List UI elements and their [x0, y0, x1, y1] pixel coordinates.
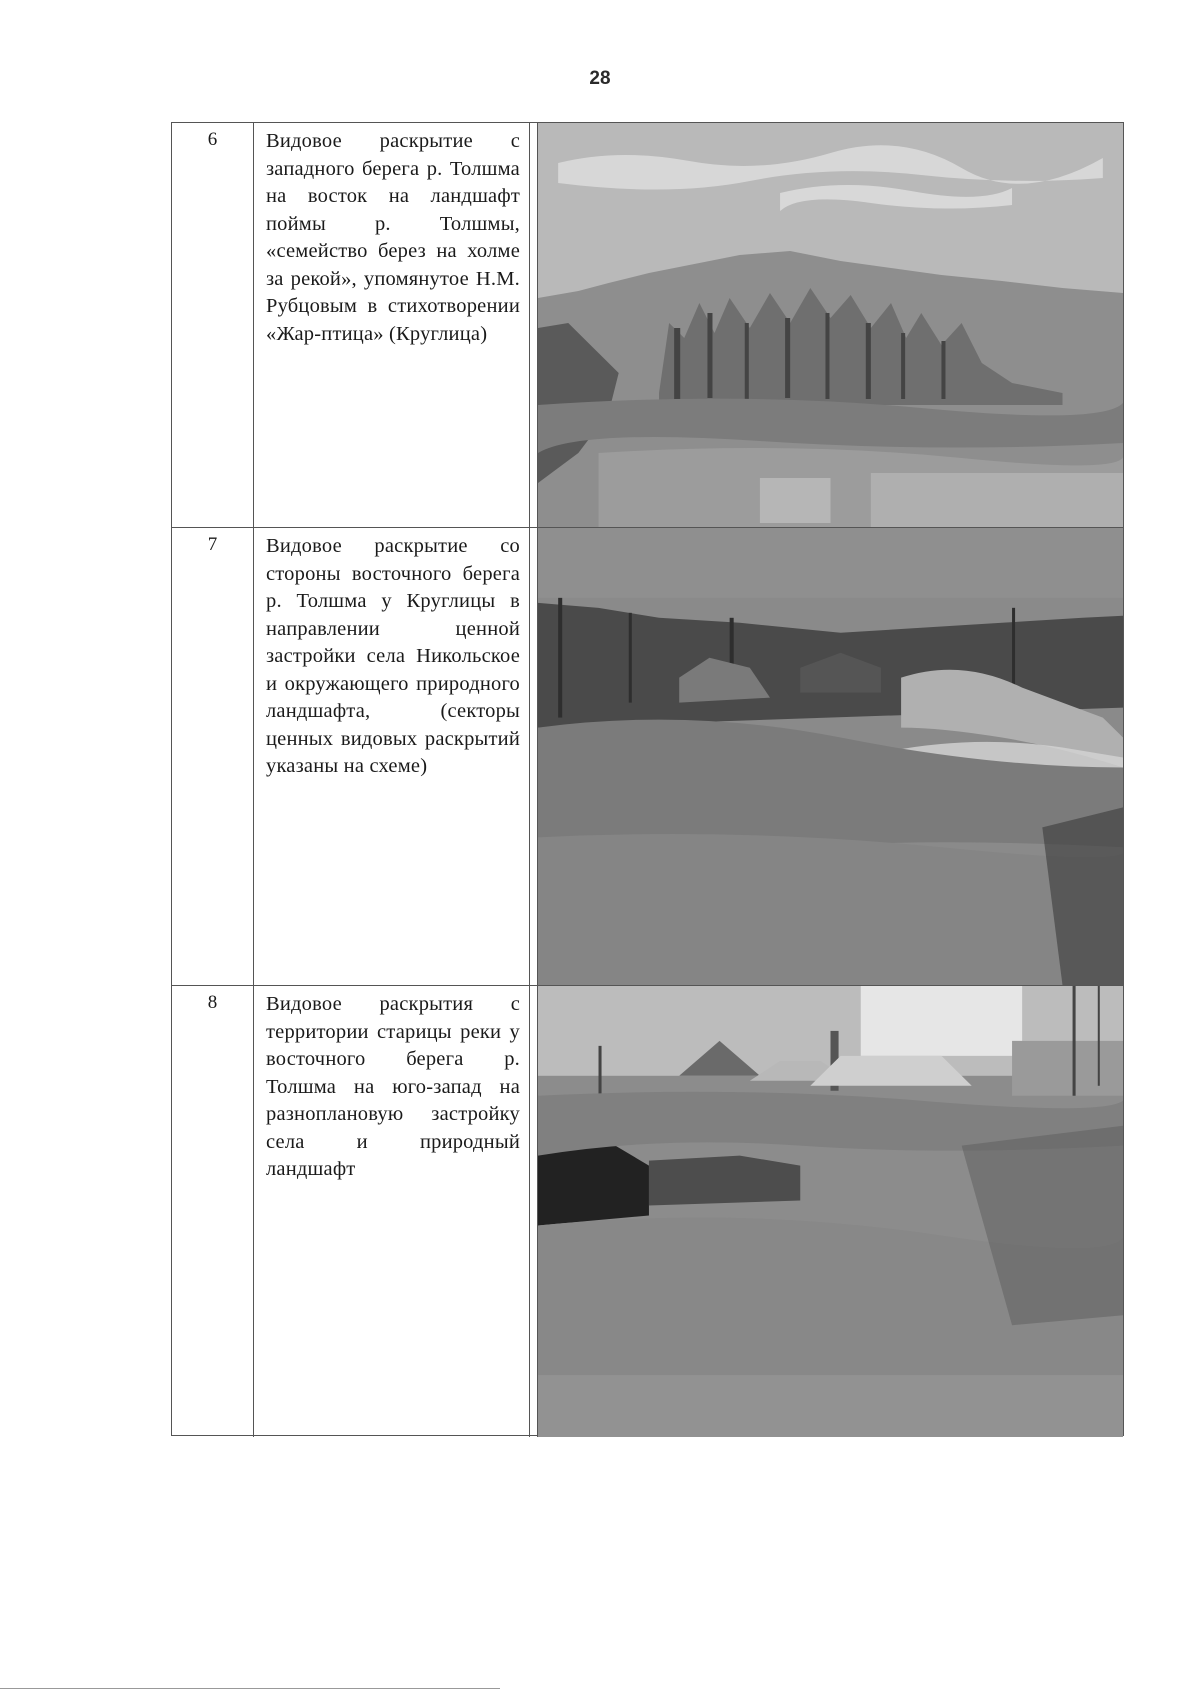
photo-floodplain: [538, 123, 1123, 527]
page-number: 28: [589, 68, 611, 89]
footer-rule: [0, 1688, 500, 1689]
row-number: 8: [172, 986, 254, 1437]
row-number: 6: [172, 123, 254, 527]
photo-village-across-river: [538, 528, 1123, 985]
cell-divider: [530, 123, 538, 527]
cell-divider: [530, 986, 538, 1437]
table-row: [172, 123, 1123, 527]
table-row: [172, 985, 1123, 1437]
photo-village-houses: [538, 986, 1123, 1437]
cell-divider: [530, 528, 538, 985]
row-description: Видовое раскрытие со стороны восточного берега р. Толшма у Круглицы в направлении ценной застройки села Никольское и окружающего природного ландшафта, (секторы ценных видовых раскрытий указаны на схеме): [254, 528, 530, 985]
row-description: Видовое раскрытия с территории старицы реки у восточного берега р. Толшма на юго-запад на разноплановую застройку села и природный ландшафт: [254, 986, 530, 1437]
row-description: Видовое раскрытие с западного берега р. Толшма на восток на ландшафт поймы р. Толшмы, «семейство берез на холме за рекой», упомянутое Н.М. Рубцовым в стихотворении «Жар-птица» (Круглица): [254, 123, 530, 527]
row-number: 7: [172, 528, 254, 985]
views-table: [171, 122, 1124, 1436]
table-row: [172, 527, 1123, 985]
